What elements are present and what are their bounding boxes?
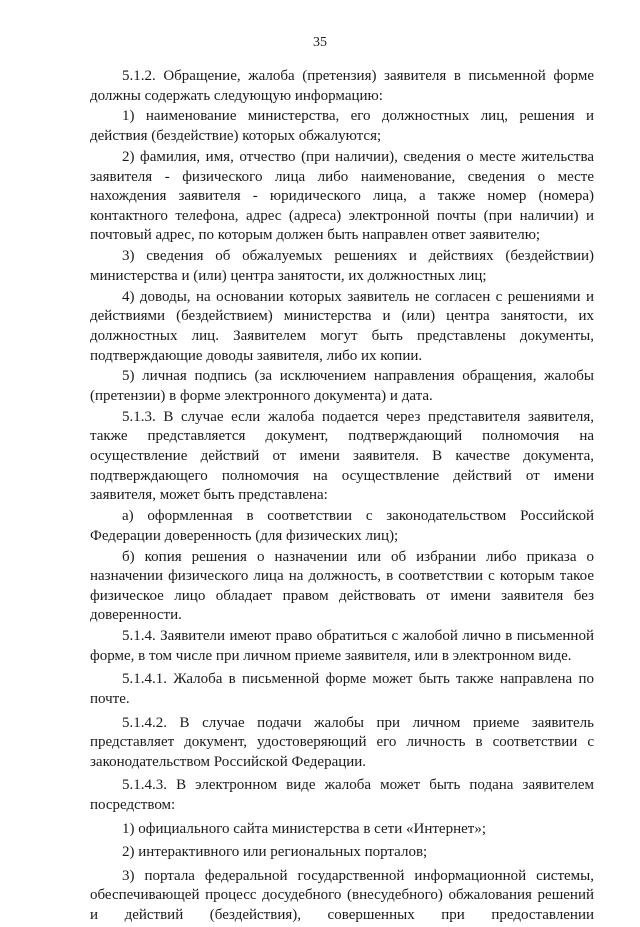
list-item-4: 4) доводы, на основании которых заявитель не согласен с решениями и действиями (бездействием) министерства и (или) центра занятости, их должностных лиц. Заявителем могут быть представлены документы, подтверждающие доводы заявителя, либо их копии. (90, 288, 594, 364)
channel-item-3: 3) портала федеральной государственной информационной системы, обеспечивающей процесс досудебного (внесудебного) обжалования решений и действий (бездействия), совершенных при предоставлении (90, 867, 594, 924)
page-number: 35 (313, 35, 327, 50)
paragraph-5-1-4-2: 5.1.4.2. В случае подачи жалобы при личном приеме заявитель представляет документ, удостоверяющий его личность в соответствии с законодательством Российской Федерации. (90, 714, 594, 770)
document-body (90, 67, 594, 927)
paragraph-5-1-4-3: 5.1.4.3. В электронном виде жалоба может быть подана заявителем посредством: (90, 777, 594, 814)
list-item-1: 1) наименование министерства, его должностных лиц, решения и действия (бездействие) которых обжалуются; (90, 108, 594, 145)
list-item-2: 2) фамилия, имя, отчество (при наличии), сведения о месте жительства заявителя - физического лица либо наименование, сведения о месте нахождения заявителя - юридического лица, а также номер (номера) контактного телефона, адрес (адреса) электронной почты (при наличии) и почтовый адрес, по которым должен быть направлен ответ заявителю; (90, 148, 594, 244)
channel-item-2: 2) интерактивного или региональных порталов; (122, 844, 428, 861)
paragraph-5-1-2: 5.1.2. Обращение, жалоба (претензия) заявителя в письменной форме должны содержать следующую информацию: (90, 68, 594, 104)
paragraph-5-1-4: 5.1.4. Заявители имеют право обратиться с жалобой лично в письменной форме, в том числе при личном приеме заявителя, или в электронном виде. (90, 628, 594, 664)
channel-item-1: 1) официального сайта министерства в сети «Интернет»; (122, 820, 486, 837)
list-item-5: 5) личная подпись (за исключением направления обращения, жалобы (претензии) в форме электронного документа) и дата. (90, 368, 594, 404)
paragraph-5-1-3: 5.1.3. В случае если жалоба подается через представителя заявителя, также представляется документ, подтверждающий полномочия на осуществление действий от имени заявителя. В качестве документа, подтверждающего полномочия на осуществление действий от имени заявителя, может быть представлена: (90, 408, 594, 504)
paragraph-5-1-4-1: 5.1.4.1. Жалоба в письменной форме может быть также направлена по почте. (90, 671, 594, 708)
list-item-3: 3) сведения об обжалуемых решениях и действиях (бездействии) министерства и (или) центра занятости, их должностных лиц; (90, 248, 594, 284)
list-item-a: а) оформленная в соответствии с законодательством Российской Федерации доверенность (для физических лиц); (90, 508, 594, 544)
list-item-b: б) копия решения о назначении или об избрании либо приказа о назначении физического лица на должность, в соответствии с которым такое физическое лицо обладает правом действовать от имени заявителя без доверенности. (90, 548, 594, 624)
